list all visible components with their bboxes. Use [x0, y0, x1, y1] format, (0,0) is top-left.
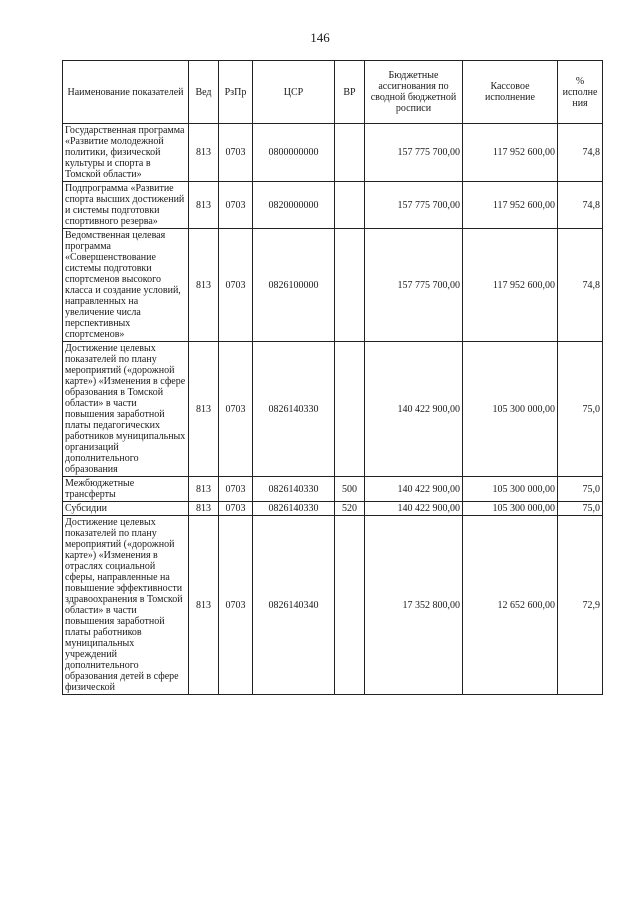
row-name: Ведомственная целевая программа «Совершенствование системы подготовки спортсменов высокого класса и создание условий, направленных на увеличение числа перспективных спортсменов» [63, 229, 189, 342]
row-name: Субсидии [63, 502, 189, 516]
row-cash: 105 300 000,00 [463, 477, 558, 502]
header-vr: ВР [335, 61, 365, 124]
header-rzpr: РзПр [219, 61, 253, 124]
table-row [63, 229, 603, 342]
row-ved: 813 [189, 182, 219, 229]
row-budget: 17 352 800,00 [365, 516, 463, 695]
row-percent: 74,8 [558, 182, 603, 229]
row-csr: 0826140330 [253, 477, 335, 502]
row-name: Межбюджетные трансферты [63, 477, 189, 502]
row-name: Государственная программа «Развитие молодежной политики, физической культуры и спорта в Томской области» [63, 124, 189, 182]
row-rzpr: 0703 [219, 342, 253, 477]
row-percent: 75,0 [558, 477, 603, 502]
row-cash: 105 300 000,00 [463, 342, 558, 477]
row-csr: 0820000000 [253, 182, 335, 229]
table-row [63, 516, 603, 695]
row-rzpr: 0703 [219, 502, 253, 516]
header-ved: Вед [189, 61, 219, 124]
table-row [63, 342, 603, 477]
row-ved: 813 [189, 477, 219, 502]
row-budget: 157 775 700,00 [365, 124, 463, 182]
row-csr: 0826100000 [253, 229, 335, 342]
row-rzpr: 0703 [219, 229, 253, 342]
row-rzpr: 0703 [219, 516, 253, 695]
row-name: Достижение целевых показателей по плану мероприятий («дорожной карте») «Изменения в отраслях социальной сферы, направленные на повышение эффективности здравоохранения в Томской области» в части повышения заработной платы работников муниципальных учреждений дополнительного образования детей в сфере физической [63, 516, 189, 695]
table-row [63, 477, 603, 502]
row-rzpr: 0703 [219, 182, 253, 229]
row-budget: 140 422 900,00 [365, 477, 463, 502]
row-csr: 0826140340 [253, 516, 335, 695]
row-percent: 75,0 [558, 342, 603, 477]
row-ved: 813 [189, 229, 219, 342]
row-rzpr: 0703 [219, 124, 253, 182]
header-cash: Кассовое исполнение [463, 61, 558, 124]
row-budget: 157 775 700,00 [365, 229, 463, 342]
row-vr: 500 [335, 477, 365, 502]
row-vr [335, 516, 365, 695]
row-vr [335, 229, 365, 342]
row-cash: 117 952 600,00 [463, 229, 558, 342]
table-row [63, 182, 603, 229]
page-number: 146 [310, 30, 330, 45]
row-vr [335, 182, 365, 229]
row-vr [335, 124, 365, 182]
row-cash: 105 300 000,00 [463, 502, 558, 516]
row-rzpr: 0703 [219, 477, 253, 502]
header-csr: ЦСР [253, 61, 335, 124]
budget-table [62, 60, 603, 695]
row-percent: 74,8 [558, 124, 603, 182]
row-budget: 140 422 900,00 [365, 342, 463, 477]
row-name: Достижение целевых показателей по плану мероприятий («дорожной карте») «Изменения в сфере образования в Томской области» в части повышения заработной платы педагогических работников муниципальных организаций дополнительного образования [63, 342, 189, 477]
row-vr: 520 [335, 502, 365, 516]
row-ved: 813 [189, 342, 219, 477]
row-cash: 12 652 600,00 [463, 516, 558, 695]
row-csr: 0800000000 [253, 124, 335, 182]
row-csr: 0826140330 [253, 502, 335, 516]
row-ved: 813 [189, 124, 219, 182]
header-name: Наименование показателей [63, 61, 189, 124]
table-row [63, 124, 603, 182]
row-vr [335, 342, 365, 477]
row-ved: 813 [189, 516, 219, 695]
row-percent: 75,0 [558, 502, 603, 516]
header-row [63, 61, 603, 124]
row-percent: 72,9 [558, 516, 603, 695]
row-budget: 140 422 900,00 [365, 502, 463, 516]
row-name: Подпрограмма «Развитие спорта высших достижений и системы подготовки спортивного резерва» [63, 182, 189, 229]
table-row [63, 502, 603, 516]
row-csr: 0826140330 [253, 342, 335, 477]
header-percent: % исполне ния [558, 61, 603, 124]
row-cash: 117 952 600,00 [463, 182, 558, 229]
row-cash: 117 952 600,00 [463, 124, 558, 182]
header-budget: Бюджетные ассигнования по сводной бюджетной росписи [365, 61, 463, 124]
row-percent: 74,8 [558, 229, 603, 342]
row-ved: 813 [189, 502, 219, 516]
row-budget: 157 775 700,00 [365, 182, 463, 229]
